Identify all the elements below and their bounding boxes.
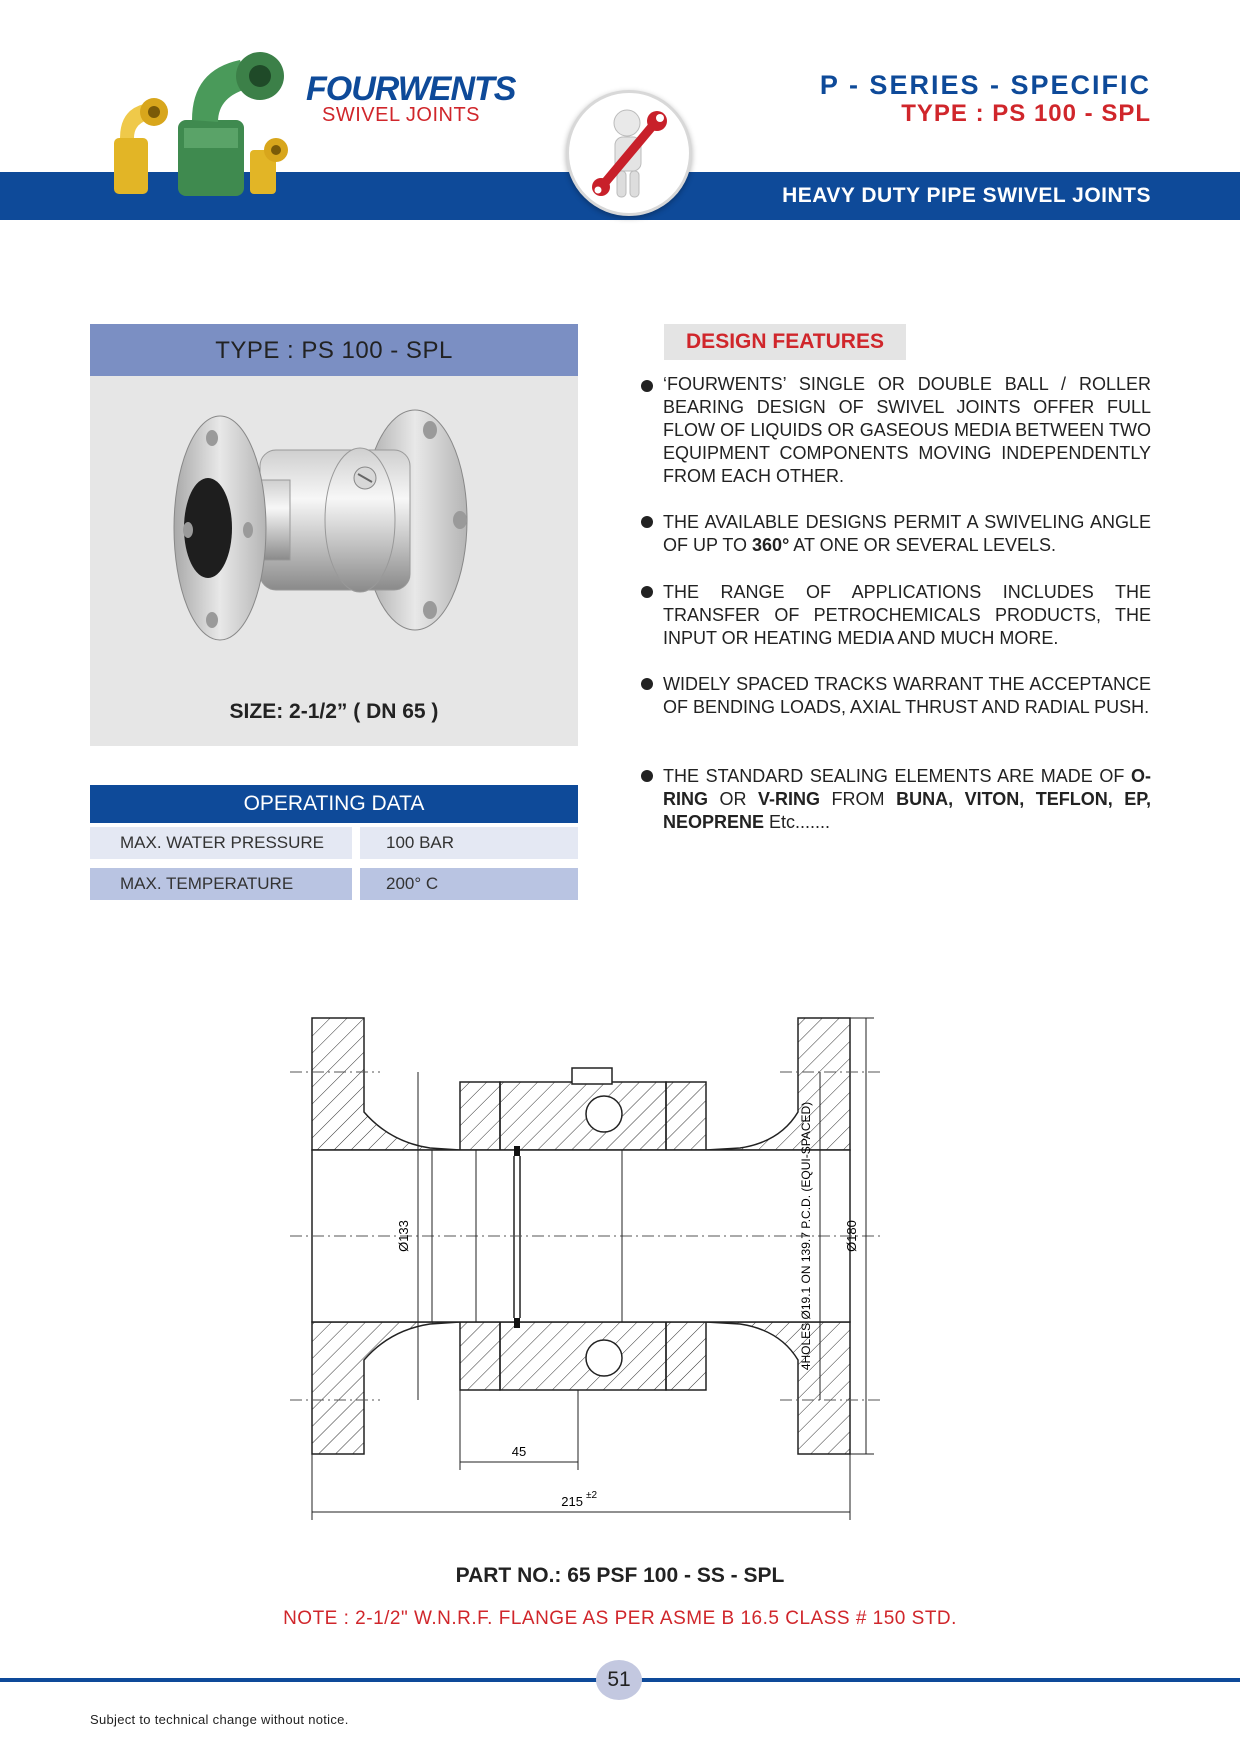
series-title: P - SERIES - SPECIFIC [819,70,1151,100]
feature-2: THE AVAILABLE DESIGNS PERMIT A SWIVELING ANGLE OF UP TO 360° AT ONE OR SEVERAL LEVELS. [663,512,1151,555]
dim-tolerance-label: ±2 [586,1490,598,1501]
dim-flange-label: Ø180 [844,1220,859,1252]
operating-data-title: OPERATING DATA [243,792,425,815]
design-features-title: DESIGN FEATURES [686,330,884,353]
brand-subtitle: SWIVEL JOINTS [322,104,481,126]
product-size: SIZE: 2-1/2” ( DN 65 ) [229,700,439,723]
brand-name: FOURWENTS [306,70,516,108]
op-label-pressure: MAX. WATER PRESSURE [90,827,352,859]
bullet-icon [641,678,653,690]
page-number: 51 [596,1660,642,1700]
feature-3: THE RANGE OF APPLICATIONS INCLUDES THE TRANSFER OF PETROCHEMICALS PRODUCTS, THE INPUT OR HEATING MEDIA AND MUCH MORE. [663,582,1151,648]
dim-bore-label: Ø133 [396,1220,411,1252]
series-type: TYPE : PS 100 - SPL [901,100,1151,127]
dim-215-label: 215 [561,1494,583,1509]
op-label-temperature: MAX. TEMPERATURE [90,868,352,900]
footer-disclaimer: Subject to technical change without notice. [90,1712,349,1727]
feature-5: THE STANDARD SEALING ELEMENTS ARE MADE OF O-RING OR V-RING FROM BUNA, VITON, TEFLON, EP, NEOPRENE Etc....... [663,766,1151,832]
dim-45-label: 45 [511,1444,527,1459]
technical-drawing [280,1000,960,1540]
bullet-icon [641,770,653,782]
part-number: PART NO.: 65 PSF 100 - SS - SPL [455,1564,785,1587]
swivel-joints-illustration [100,40,300,200]
mascot-icon [566,90,692,216]
bullet-icon [641,586,653,598]
op-value-pressure: 100 BAR [360,827,578,859]
wrench-figure-icon [569,93,689,213]
dim-holes-label: 4HOLES Ø19.1 ON 139.7 P.C.D. (EQUI-SPACED) [799,1101,813,1371]
feature-4: WIDELY SPACED TRACKS WARRANT THE ACCEPTANCE OF BENDING LOADS, AXIAL THRUST AND RADIAL PUSH. [663,674,1151,717]
product-photo [160,400,500,670]
flange-note: NOTE : 2-1/2" W.N.R.F. FLANGE AS PER ASME B 16.5 CLASS # 150 STD. [283,1608,957,1629]
op-value-temperature: 200° C [360,868,578,900]
feature-1: ‘FOURWENTS’ SINGLE OR DOUBLE BALL / ROLLER BEARING DESIGN OF SWIVEL JOINTS OFFER FULL FLOW OF LIQUIDS OR GASEOUS MEDIA BETWEEN TWO EQUIPMENT COMPONENTS MOVING INDEPENDENTLY FROM EACH OTHER. [663,374,1151,486]
bullet-icon [641,516,653,528]
product-title: TYPE : PS 100 - SPL [215,337,453,364]
bullet-icon [641,380,653,392]
header-bar-text: HEAVY DUTY PIPE SWIVEL JOINTS [782,184,1151,207]
